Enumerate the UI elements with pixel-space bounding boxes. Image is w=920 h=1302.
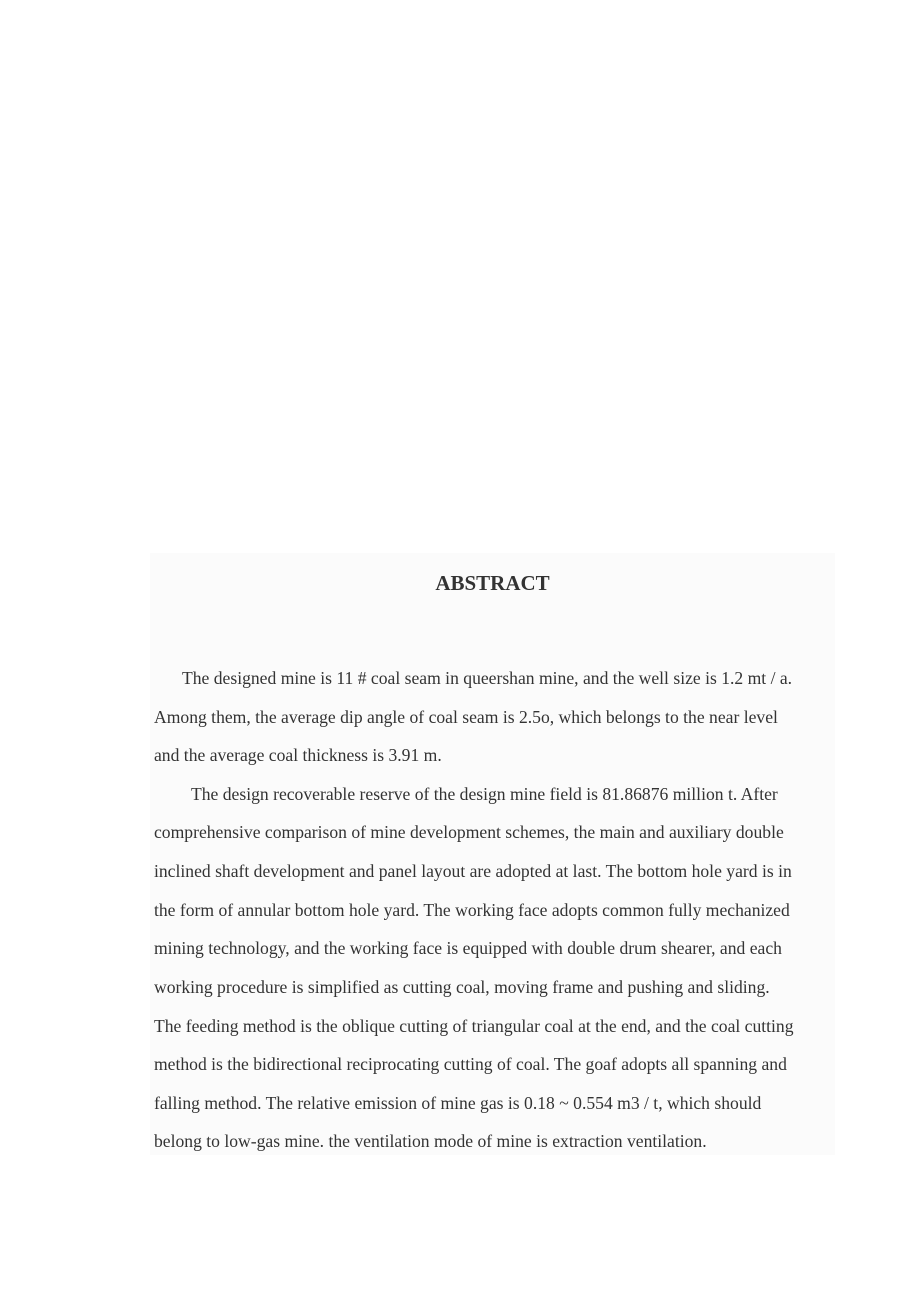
abstract-section [150, 553, 835, 1155]
abstract-line: The feeding method is the oblique cutting of triangular coal at the end, and the coal cutting [154, 1016, 794, 1036]
abstract-line: comprehensive comparison of mine development schemes, the main and auxiliary double [154, 822, 784, 842]
abstract-line: the form of annular bottom hole yard. The working face adopts common fully mechanized [154, 900, 790, 920]
abstract-line: working procedure is simplified as cutting coal, moving frame and pushing and sliding. [154, 977, 770, 997]
abstract-line: mining technology, and the working face is equipped with double drum shearer, and each [154, 938, 782, 958]
abstract-line: falling method. The relative emission of mine gas is 0.18 ~ 0.554 m3 / t, which should [154, 1093, 762, 1113]
abstract-line: inclined shaft development and panel layout are adopted at last. The bottom hole yard is in [154, 861, 792, 881]
abstract-line: Among them, the average dip angle of coal seam is 2.5o, which belongs to the near level [154, 707, 778, 727]
abstract-line: and the average coal thickness is 3.91 m. [154, 745, 442, 765]
abstract-line: The design recoverable reserve of the design mine field is 81.86876 million t. After [191, 784, 778, 804]
abstract-line: The designed mine is 11 # coal seam in queershan mine, and the well size is 1.2 mt / a. [182, 668, 793, 688]
abstract-line: belong to low-gas mine. the ventilation mode of mine is extraction ventilation. [154, 1131, 707, 1151]
abstract-title: ABSTRACT [435, 571, 550, 595]
abstract-line: method is the bidirectional reciprocating cutting of coal. The goaf adopts all spanning and [154, 1054, 787, 1074]
